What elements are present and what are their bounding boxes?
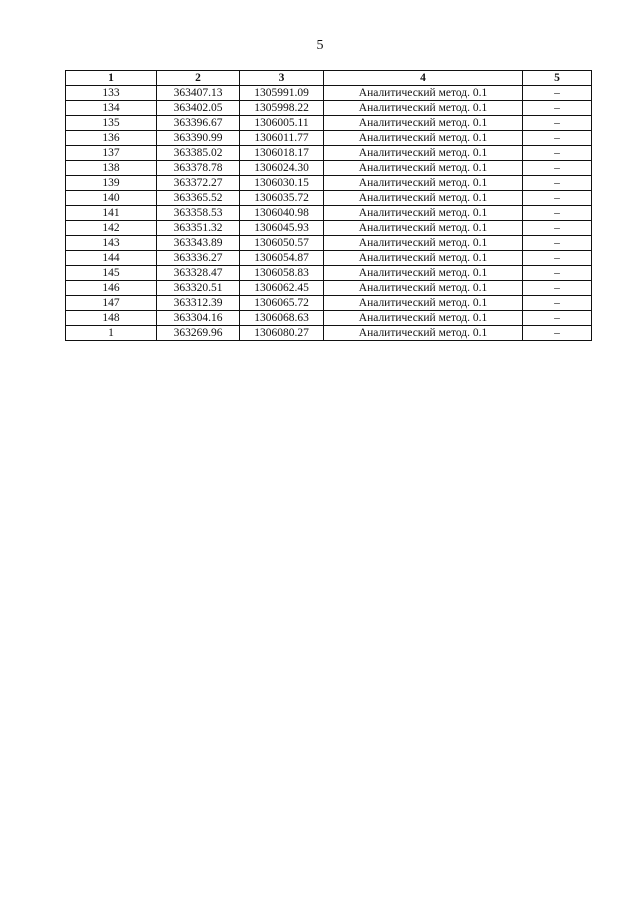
table-row [66,101,592,116]
y-coordinate-cell: 1306024.30 [240,161,324,176]
method-cell: Аналитический метод. 0.1 [324,221,523,236]
note-cell: – [523,251,592,266]
note-cell: – [523,86,592,101]
method-cell: Аналитический метод. 0.1 [324,161,523,176]
y-coordinate-cell: 1306050.57 [240,236,324,251]
note-cell: – [523,326,592,341]
x-coordinate-cell: 363365.52 [157,191,240,206]
table-row [66,236,592,251]
y-coordinate-cell: 1306011.77 [240,131,324,146]
table-row [66,296,592,311]
note-cell: – [523,161,592,176]
note-cell: – [523,311,592,326]
point-number-cell: 142 [66,221,157,236]
note-cell: – [523,176,592,191]
x-coordinate-cell: 363269.96 [157,326,240,341]
x-coordinate-cell: 363378.78 [157,161,240,176]
y-coordinate-cell: 1306035.72 [240,191,324,206]
column-header-1: 1 [66,71,157,86]
column-header-5: 5 [523,71,592,86]
note-cell: – [523,146,592,161]
y-coordinate-cell: 1306058.83 [240,266,324,281]
point-number-cell: 133 [66,86,157,101]
point-number-cell: 1 [66,326,157,341]
x-coordinate-cell: 363358.53 [157,206,240,221]
x-coordinate-cell: 363328.47 [157,266,240,281]
note-cell: – [523,236,592,251]
table-row [66,266,592,281]
x-coordinate-cell: 363312.39 [157,296,240,311]
x-coordinate-cell: 363396.67 [157,116,240,131]
table-row [66,221,592,236]
point-number-cell: 134 [66,101,157,116]
point-number-cell: 135 [66,116,157,131]
table-body [66,86,592,341]
coordinates-table [65,70,592,341]
table-row [66,146,592,161]
note-cell: – [523,206,592,221]
y-coordinate-cell: 1305998.22 [240,101,324,116]
method-cell: Аналитический метод. 0.1 [324,206,523,221]
note-cell: – [523,116,592,131]
point-number-cell: 145 [66,266,157,281]
y-coordinate-cell: 1306030.15 [240,176,324,191]
point-number-cell: 141 [66,206,157,221]
method-cell: Аналитический метод. 0.1 [324,266,523,281]
table-header-row [66,71,592,86]
point-number-cell: 138 [66,161,157,176]
note-cell: – [523,221,592,236]
method-cell: Аналитический метод. 0.1 [324,101,523,116]
y-coordinate-cell: 1306062.45 [240,281,324,296]
table-row [66,86,592,101]
method-cell: Аналитический метод. 0.1 [324,326,523,341]
page-number: 5 [316,38,324,53]
table-row [66,191,592,206]
y-coordinate-cell: 1306040.98 [240,206,324,221]
note-cell: – [523,191,592,206]
point-number-cell: 143 [66,236,157,251]
column-header-4: 4 [324,71,523,86]
point-number-cell: 147 [66,296,157,311]
table-row [66,326,592,341]
method-cell: Аналитический метод. 0.1 [324,131,523,146]
method-cell: Аналитический метод. 0.1 [324,86,523,101]
x-coordinate-cell: 363402.05 [157,101,240,116]
y-coordinate-cell: 1306068.63 [240,311,324,326]
note-cell: – [523,101,592,116]
y-coordinate-cell: 1306005.11 [240,116,324,131]
x-coordinate-cell: 363343.89 [157,236,240,251]
point-number-cell: 139 [66,176,157,191]
method-cell: Аналитический метод. 0.1 [324,116,523,131]
x-coordinate-cell: 363320.51 [157,281,240,296]
x-coordinate-cell: 363390.99 [157,131,240,146]
column-header-2: 2 [157,71,240,86]
x-coordinate-cell: 363304.16 [157,311,240,326]
y-coordinate-cell: 1306018.17 [240,146,324,161]
method-cell: Аналитический метод. 0.1 [324,251,523,266]
method-cell: Аналитический метод. 0.1 [324,146,523,161]
method-cell: Аналитический метод. 0.1 [324,191,523,206]
point-number-cell: 136 [66,131,157,146]
method-cell: Аналитический метод. 0.1 [324,296,523,311]
column-header-3: 3 [240,71,324,86]
method-cell: Аналитический метод. 0.1 [324,176,523,191]
point-number-cell: 144 [66,251,157,266]
method-cell: Аналитический метод. 0.1 [324,236,523,251]
method-cell: Аналитический метод. 0.1 [324,281,523,296]
table-row [66,206,592,221]
x-coordinate-cell: 363372.27 [157,176,240,191]
table-row [66,281,592,296]
method-cell: Аналитический метод. 0.1 [324,311,523,326]
y-coordinate-cell: 1306054.87 [240,251,324,266]
table-row [66,161,592,176]
table-row [66,176,592,191]
y-coordinate-cell: 1306045.93 [240,221,324,236]
point-number-cell: 137 [66,146,157,161]
point-number-cell: 148 [66,311,157,326]
table-row [66,131,592,146]
table-row [66,116,592,131]
y-coordinate-cell: 1306080.27 [240,326,324,341]
note-cell: – [523,281,592,296]
x-coordinate-cell: 363385.02 [157,146,240,161]
point-number-cell: 146 [66,281,157,296]
x-coordinate-cell: 363407.13 [157,86,240,101]
note-cell: – [523,266,592,281]
point-number-cell: 140 [66,191,157,206]
note-cell: – [523,296,592,311]
x-coordinate-cell: 363351.32 [157,221,240,236]
y-coordinate-cell: 1306065.72 [240,296,324,311]
table-row [66,311,592,326]
note-cell: – [523,131,592,146]
x-coordinate-cell: 363336.27 [157,251,240,266]
table-row [66,251,592,266]
y-coordinate-cell: 1305991.09 [240,86,324,101]
